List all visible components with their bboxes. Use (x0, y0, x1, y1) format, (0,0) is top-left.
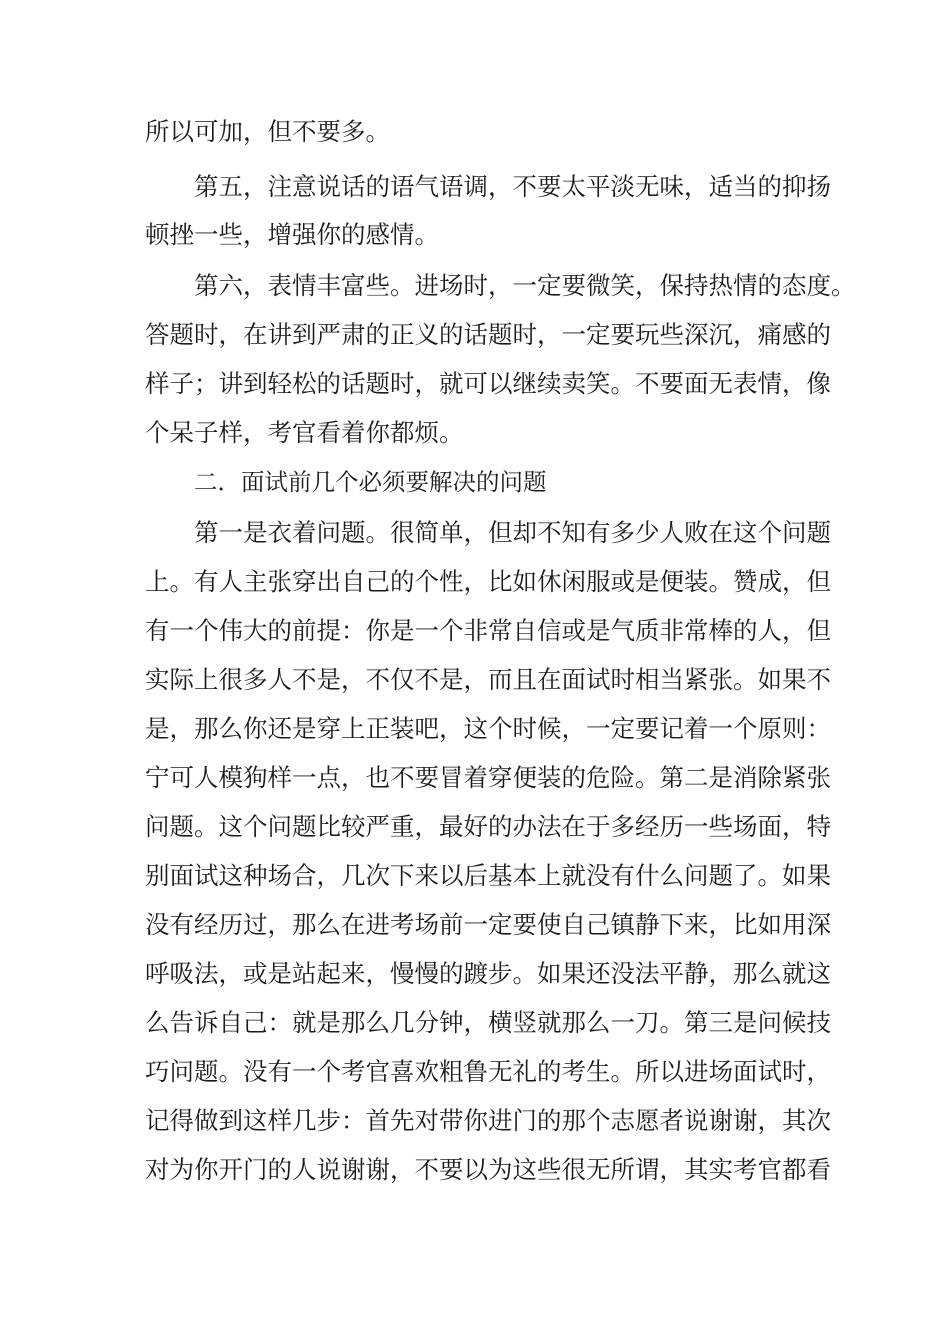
text-line: 第一是衣着问题。很简单，但却不知有多少人败在这个问题 (194, 518, 831, 547)
section-heading: 二．面试前几个必须要解决的问题 (194, 468, 547, 496)
text-line: 上。有人主张穿出自己的个性，比如休闲服或是便装。赞成，但 (145, 567, 831, 596)
text-line: 有一个伟大的前提：你是一个非常自信或是气质非常棒的人，但 (145, 616, 831, 645)
text-line: 样子；讲到轻松的话题时，就可以继续卖笑。不要面无表情，像 (145, 369, 831, 398)
text-line: 宁可人模狗样一点，也不要冒着穿便装的危险。第二是消除紧张 (145, 763, 831, 792)
text-line: 个呆子样，考官看着你都烦。 (145, 418, 464, 447)
text-line: 答题时，在讲到严肃的正义的话题时，一定要玩些深沉，痛感的 (145, 320, 831, 349)
text-line: 所以可加，但不要多。 (145, 117, 390, 146)
text-line: 别面试这种场合，几次下来以后基本上就没有什么问题了。如果 (145, 861, 831, 890)
text-line: 问题。这个问题比较严重，最好的办法在于多经历一些场面，特 (145, 812, 831, 841)
text-line: 么告诉自己：就是那么几分钟，横竖就那么一刀。第三是问候技 (145, 1008, 831, 1037)
text-line: 对为你开门的人说谢谢，不要以为这些很无所谓，其实考官都看 (145, 1155, 831, 1184)
text-line: 巧问题。没有一个考官喜欢粗鲁无礼的考生。所以进场面试时， (145, 1057, 831, 1086)
text-line: 第五，注意说话的语气语调，不要太平淡无味，适当的抑扬 (194, 172, 831, 201)
text-line: 记得做到这样几步：首先对带你进门的那个志愿者说谢谢，其次 (145, 1106, 831, 1135)
text-line: 顿挫一些，增强你的感情。 (145, 220, 439, 249)
text-line: 第六，表情丰富些。进场时，一定要微笑，保持热情的态度。 (194, 271, 856, 300)
text-line: 呼吸法，或是站起来，慢慢的踱步。如果还没法平静，那么就这 (145, 959, 831, 988)
text-line: 没有经历过，那么在进考场前一定要使自己镇静下来，比如用深 (145, 910, 831, 939)
text-line: 是，那么你还是穿上正装吧，这个时候，一定要记着一个原则： (145, 714, 831, 743)
text-line: 实际上很多人不是，不仅不是，而且在面试时相当紧张。如果不 (145, 665, 831, 694)
